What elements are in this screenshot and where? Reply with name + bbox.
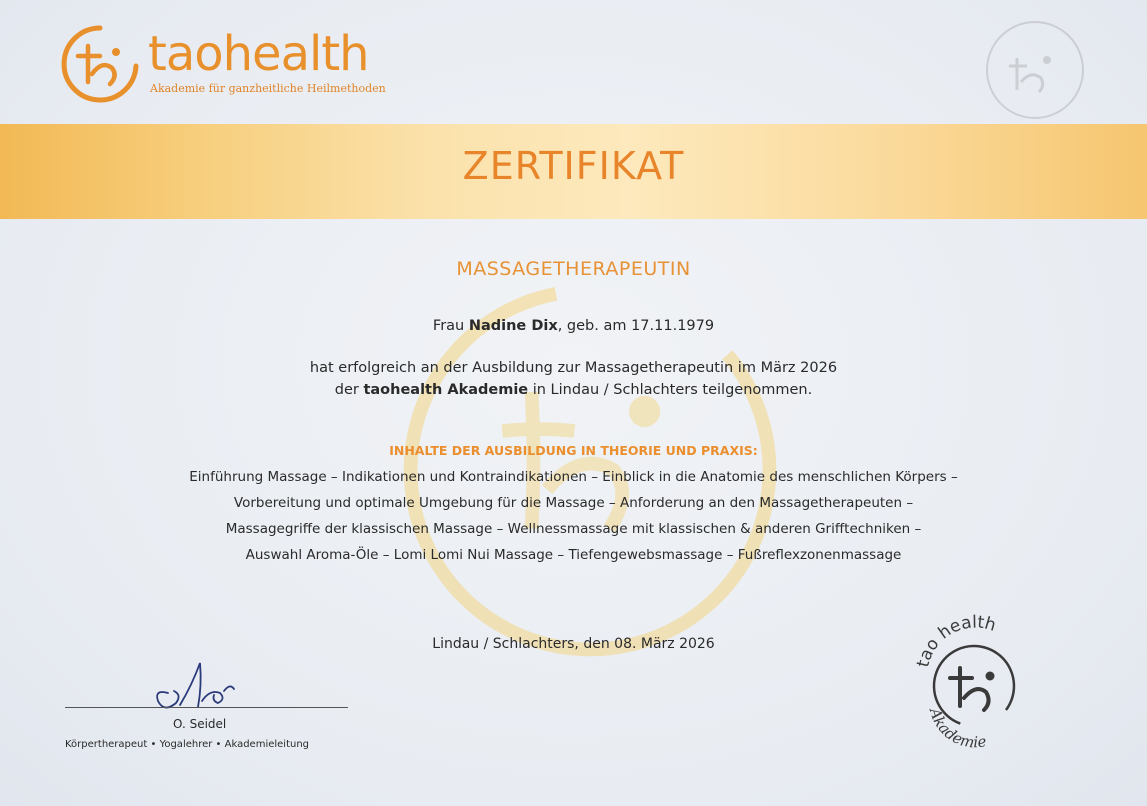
signer-role: Körpertherapeut • Yogalehrer • Akademieleitung xyxy=(65,739,310,750)
contents-heading: INHALTE DER AUSBILDUNG IN THEORIE UND PRAXIS: xyxy=(389,443,758,458)
completion-text xyxy=(0,357,1147,401)
faint-seal-icon xyxy=(955,8,1115,128)
certificate-subtitle: MASSAGETHERAPEUTIN xyxy=(456,258,691,280)
academy-stamp-icon xyxy=(910,606,1035,756)
contents-list xyxy=(0,464,1147,568)
brand-suffix: health xyxy=(222,26,369,82)
contents-line: Auswahl Aroma-Öle – Lomi Lomi Nui Massage – Tiefengewebsmassage – Fußreflexzonenmassage xyxy=(245,547,902,563)
completion-line-2 xyxy=(0,379,1147,401)
recipient-line xyxy=(0,318,1147,334)
brand-prefix: tao xyxy=(148,26,223,82)
contents-line: Vorbereitung und optimale Umgebung für die Massage – Anforderung an den Massagetherapeuten – xyxy=(233,495,914,511)
tao-logo-icon xyxy=(58,22,142,106)
recipient-name: Nadine Dix xyxy=(468,318,558,334)
completion-suffix: in Lindau / Schlachters teilgenommen. xyxy=(532,382,813,398)
brand-tagline: Akademie für ganzheitliche Heilmethoden xyxy=(150,82,386,95)
certificate-title: ZERTIFIKAT xyxy=(462,144,685,188)
svg-text:Akademie: Akademie xyxy=(925,705,988,752)
contents-line: Massagegriffe der klassischen Massage – Wellnessmassage mit klassischen & anderen Grifftechniken – xyxy=(225,521,922,537)
completion-line-1: hat erfolgreich an der Ausbildung zur Massagetherapeutin im März 2026 xyxy=(309,360,838,376)
svg-text:tao health: tao health xyxy=(913,612,999,670)
brand-name xyxy=(148,26,369,82)
title-banner xyxy=(0,124,1147,219)
completion-prefix: der xyxy=(334,382,359,398)
signer-name: O. Seidel xyxy=(173,717,227,731)
birth-date: , geb. am 17.11.1979 xyxy=(557,318,715,334)
handwritten-signature xyxy=(140,655,260,725)
signature-block xyxy=(60,655,360,765)
salutation: Frau xyxy=(432,318,465,334)
brand-logo xyxy=(58,22,388,112)
place-date: Lindau / Schlachters, den 08. März 2026 xyxy=(432,636,715,652)
signature-line xyxy=(65,707,348,708)
contents-line: Einführung Massage – Indikationen und Kontraindikationen – Einblick in die Anatomie des menschlichen Körpers – xyxy=(189,469,958,485)
academy-name: taohealth Akademie xyxy=(363,382,529,398)
